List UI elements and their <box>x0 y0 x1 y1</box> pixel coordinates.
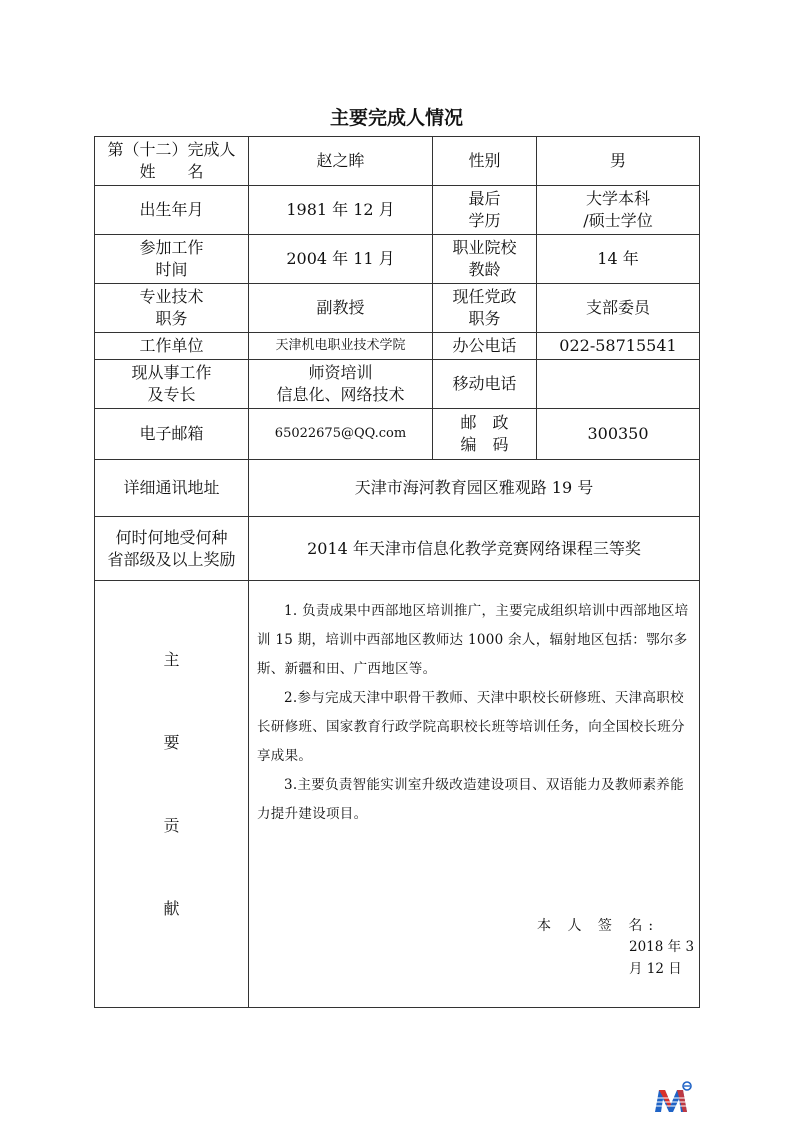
email-label: 电子邮箱 <box>95 409 249 460</box>
mobile-label: 移动电话 <box>433 360 537 409</box>
education-label: 最后 学历 <box>433 186 537 235</box>
address-value: 天津市海河教育园区雅观路 19 号 <box>249 460 700 517</box>
name-value: 赵之眸 <box>249 137 433 186</box>
page-title: 主要完成人情况 <box>329 107 463 129</box>
work-start-value: 2004 年 11 月 <box>249 235 433 284</box>
employer-value: 天津机电职业技术学院 <box>249 333 433 360</box>
party-position-value: 支部委员 <box>537 284 700 333</box>
office-phone-label: 办公电话 <box>433 333 537 360</box>
postcode-label: 邮 政 编 码 <box>433 409 537 460</box>
award-value: 2014 年天津市信息化教学竞赛网络课程三等奖 <box>249 517 700 581</box>
contribution-paragraph-1: 1. 负责成果中西部地区培训推广，主要完成组织培训中西部地区培训 15 期，培训中西部地区教师达 1000 余人，辐射地区包括：鄂尔多斯、新疆和田、广西地区等。 <box>257 603 689 677</box>
mobile-value <box>537 360 700 409</box>
publisher-logo-icon <box>653 1080 693 1114</box>
gender-label: 性别 <box>433 137 537 186</box>
signature-date: 2018 年 3 月 12 日 <box>629 939 695 977</box>
education-value: 大学本科 /硕士学位 <box>537 186 700 235</box>
personnel-form-table <box>94 136 700 1008</box>
party-position-label: 现任党政 职务 <box>433 284 537 333</box>
address-label: 详细通讯地址 <box>95 460 249 517</box>
email-value: 65022675@QQ.com <box>249 409 433 460</box>
award-label: 何时何地受何种 省部级及以上奖励 <box>95 517 249 581</box>
birth-label: 出生年月 <box>95 186 249 235</box>
postcode-value: 300350 <box>537 409 700 460</box>
contribution-paragraph-3: 3.主要负责智能实训室升级改造建设项目、双语能力及教师素养能力提升建设项目。 <box>257 777 684 822</box>
teach-age-value: 14 年 <box>537 235 700 284</box>
teach-age-label: 职业院校 教龄 <box>433 235 537 284</box>
prof-title-value: 副教授 <box>249 284 433 333</box>
contribution-content <box>249 581 700 1008</box>
signature-label: 本 人 签 名: <box>537 918 660 934</box>
office-phone-value: 022-58715541 <box>537 333 700 360</box>
specialty-value: 师资培训 信息化、网络技术 <box>249 360 433 409</box>
employer-label: 工作单位 <box>95 333 249 360</box>
specialty-label: 现从事工作 及专长 <box>95 360 249 409</box>
contribution-paragraph-2: 2.参与完成天津中职骨干教师、天津中职校长研修班、天津高职校长研修班、国家教育行政学院高职校长班等培训任务，向全国校长班分享成果。 <box>257 690 685 764</box>
birth-value: 1981 年 12 月 <box>249 186 433 235</box>
work-start-label: 参加工作 时间 <box>95 235 249 284</box>
contribution-label: 主 要 贡 献 <box>95 581 249 1008</box>
name-label: 第（十二）完成人 姓 名 <box>95 137 249 186</box>
gender-value: 男 <box>537 137 700 186</box>
prof-title-label: 专业技术 职务 <box>95 284 249 333</box>
